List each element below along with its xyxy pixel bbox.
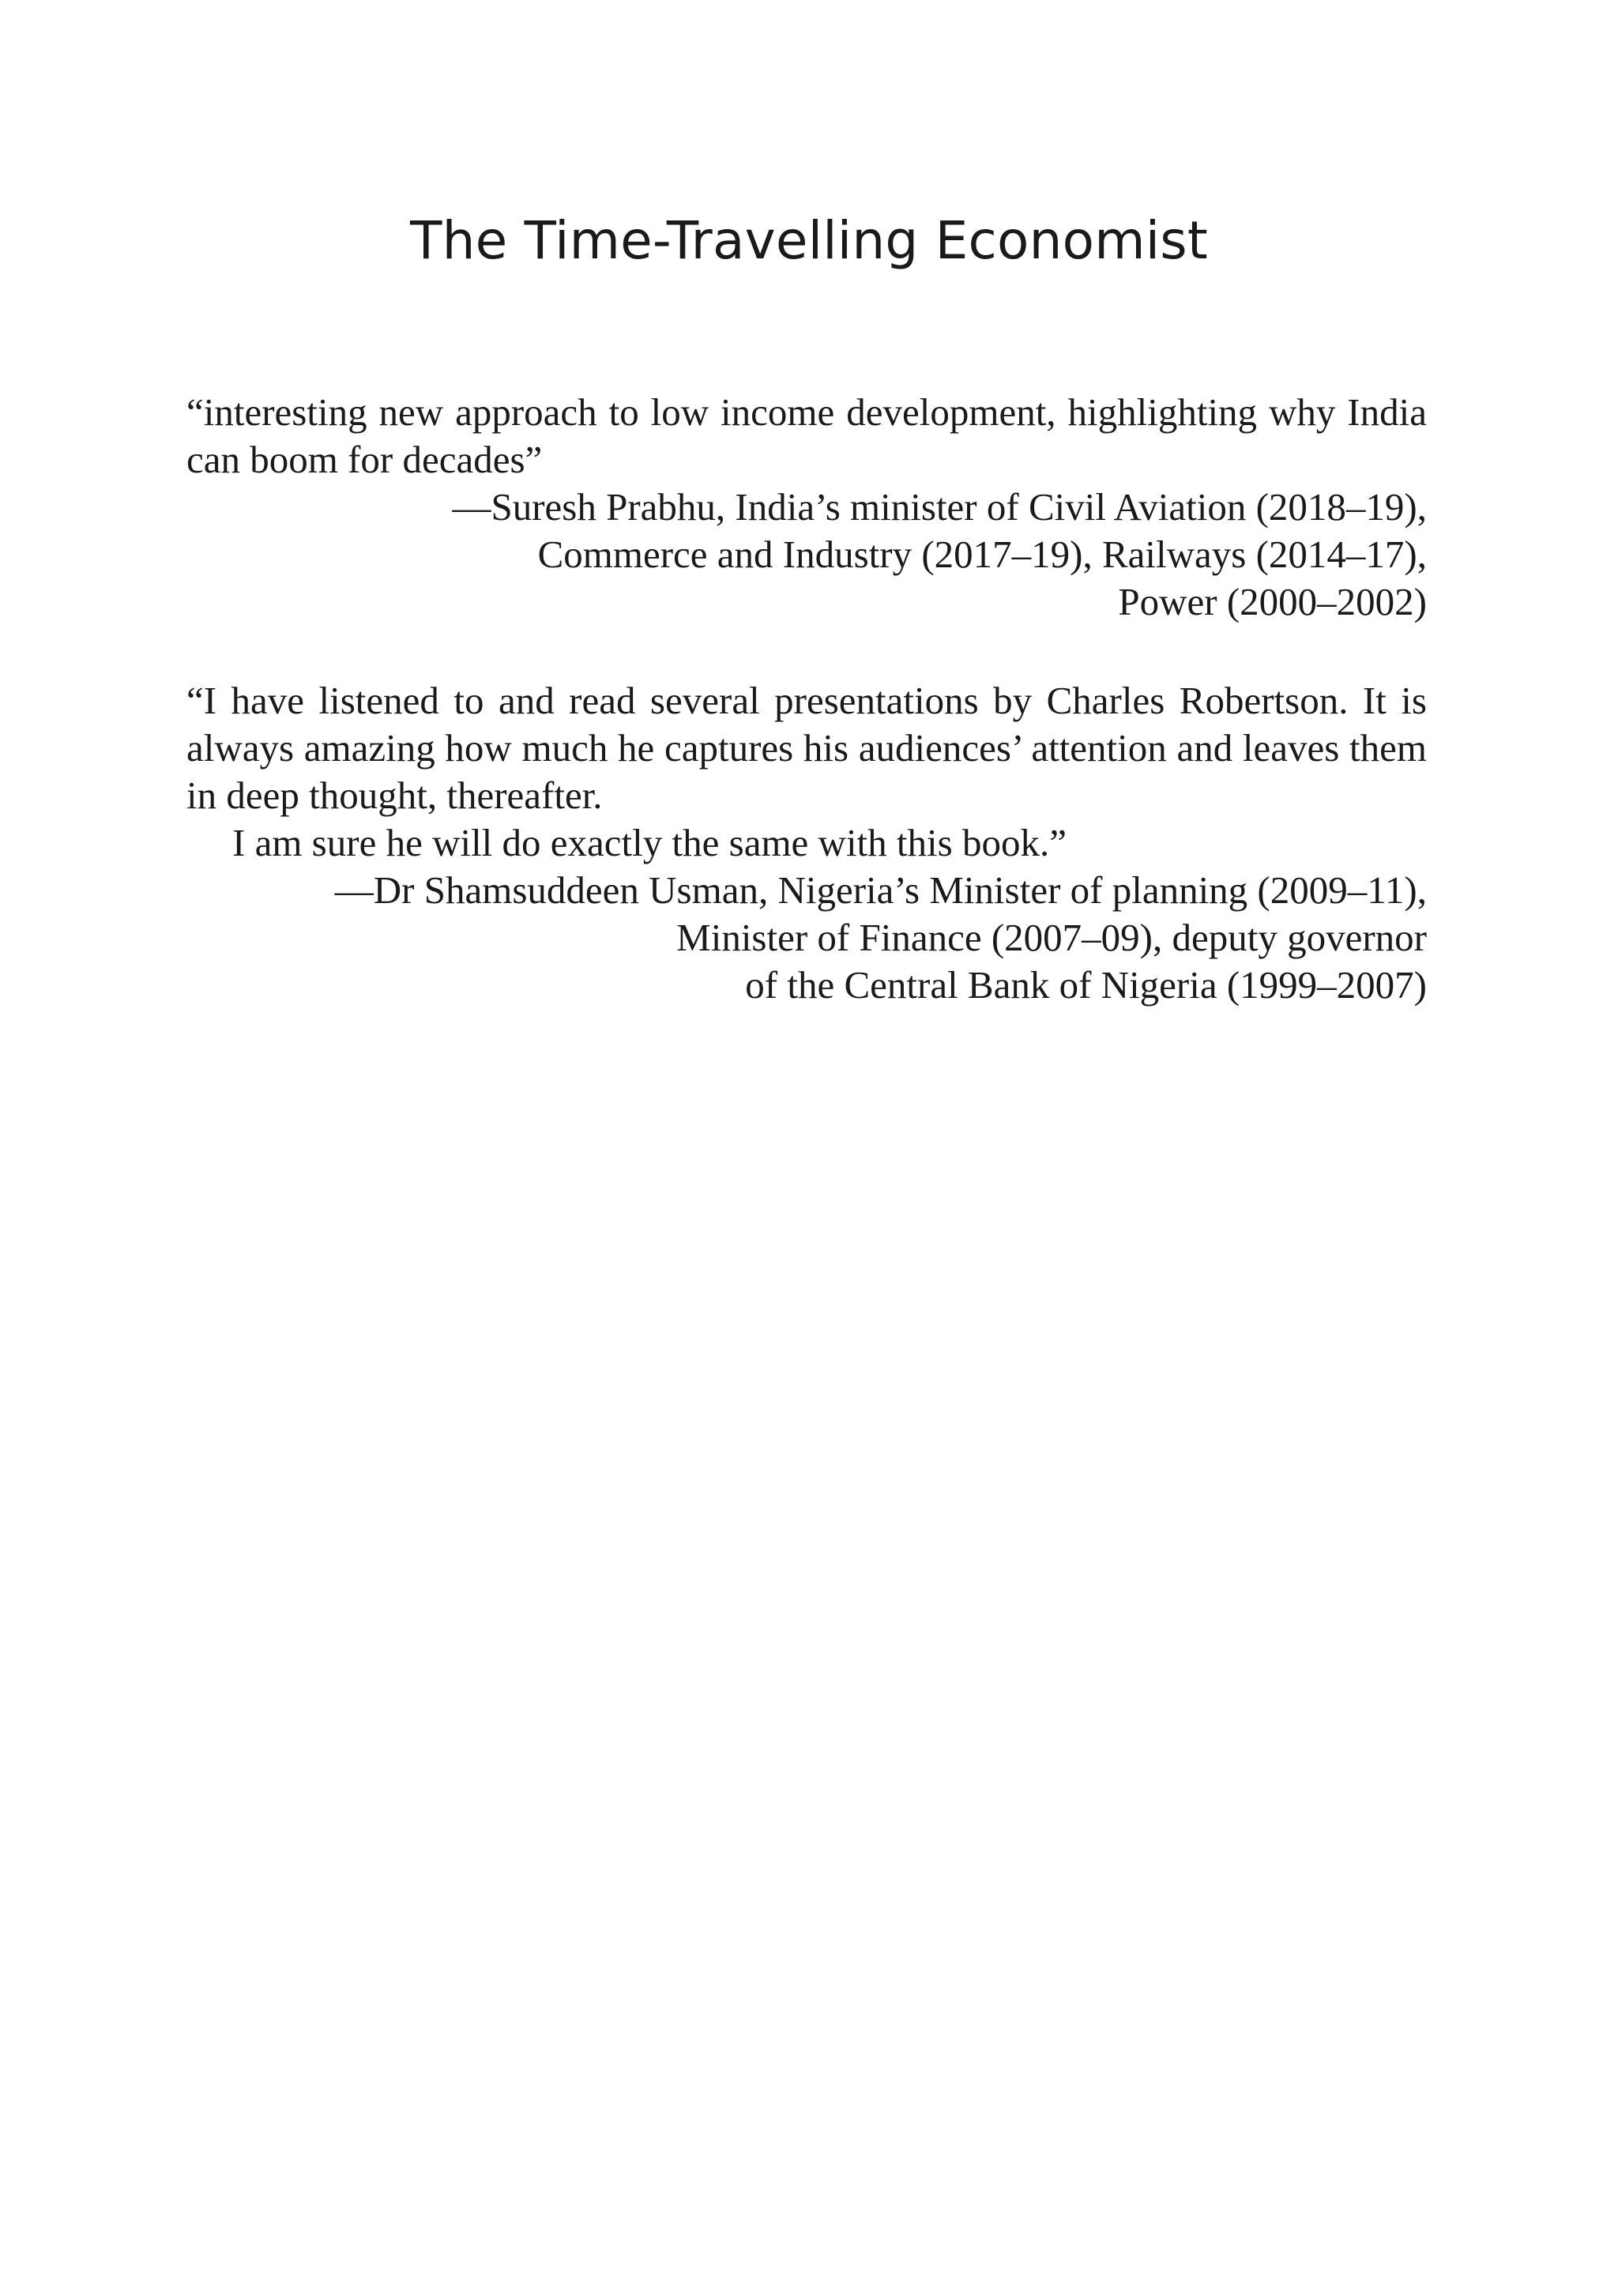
endorsement-quote-2	[186, 677, 1427, 1009]
quote-text-line: “I have listened to and read several presentations by Charles Robertson. It is	[186, 679, 1427, 722]
quote-text-line: I am sure he will do exactly the same with this book.”	[232, 821, 1067, 864]
quote-text-line: always amazing how much he captures his audiences’ attention and leaves them	[186, 726, 1427, 770]
quote-attribution-line: Minister of Finance (2007–09), deputy governor	[676, 916, 1427, 959]
quote-attribution-line: —Dr Shamsuddeen Usman, Nigeria’s Minister of planning (2009–11),	[334, 868, 1427, 912]
quote-text-line: “interesting new approach to low income development, highlighting why India	[186, 390, 1427, 434]
quote-attribution-line: Commerce and Industry (2017–19), Railways (2014–17),	[537, 533, 1427, 576]
quote-attribution-line: of the Central Bank of Nigeria (1999–2007)	[745, 963, 1427, 1007]
quote-attribution-line: —Suresh Prabhu, India’s minister of Civil Aviation (2018–19),	[452, 485, 1427, 529]
endorsement-quote-1	[186, 389, 1427, 626]
quote-attribution-line: Power (2000–2002)	[1118, 580, 1427, 623]
quote-text-line: in deep thought, thereafter.	[186, 773, 603, 817]
book-title: The Time-Travelling Economist	[410, 210, 1208, 271]
quote-text-line: can boom for decades”	[186, 438, 543, 481]
